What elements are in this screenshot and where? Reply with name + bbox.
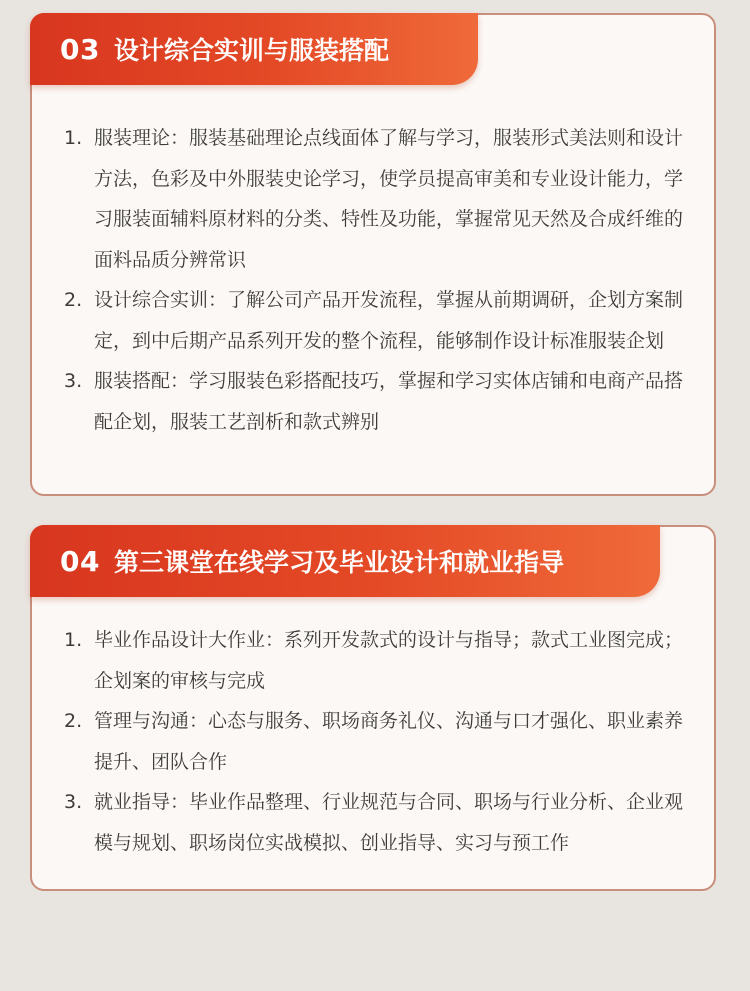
section-card-03: [30, 13, 716, 496]
list-item-text: 就业指导：毕业作品整理、行业规范与合同、职场与行业分析、企业观模与规划、职场岗位实战模拟、创业指导、实习与预工作: [94, 791, 684, 854]
list-item: [64, 118, 684, 280]
list-item-number: 2.: [64, 289, 83, 311]
section-title: 设计综合实训与服装搭配: [113, 36, 389, 65]
section-number: 03: [60, 32, 100, 66]
list-item: [64, 620, 684, 701]
list-item-number: 1.: [64, 127, 83, 149]
section-number: 04: [60, 544, 100, 578]
section-list-03: [64, 118, 684, 442]
list-item-number: 2.: [64, 710, 83, 732]
list-item-number: 1.: [64, 629, 83, 651]
list-item: [64, 280, 684, 361]
section-card-04: [30, 525, 716, 891]
list-item: [64, 782, 684, 863]
list-item-text: 设计综合实训：了解公司产品开发流程，掌握从前期调研，企划方案制定，到中后期产品系列开发的整个流程，能够制作设计标准服装企划: [94, 289, 684, 352]
section-banner-03: [30, 13, 478, 85]
section-title: 第三课堂在线学习及毕业设计和就业指导: [113, 548, 564, 577]
list-item-number: 3.: [64, 791, 83, 813]
list-item-number: 3.: [64, 370, 83, 392]
list-item-text: 管理与沟通：心态与服务、职场商务礼仪、沟通与口才强化、职业素养提升、团队合作: [94, 710, 684, 773]
list-item-text: 服装理论：服装基础理论点线面体了解与学习，服装形式美法则和设计方法，色彩及中外服装史论学习，使学员提高审美和专业设计能力，学习服装面辅料原材料的分类、特性及功能，掌握常见天然及合成纤维的面料品质分辨常识: [94, 127, 684, 271]
section-banner-04: [30, 525, 660, 597]
section-list-04: [64, 620, 684, 863]
list-item-text: 毕业作品设计大作业：系列开发款式的设计与指导；款式工业图完成；企划案的审核与完成: [94, 629, 684, 692]
list-item: [64, 361, 684, 442]
list-item: [64, 701, 684, 782]
list-item-text: 服装搭配：学习服装色彩搭配技巧，掌握和学习实体店铺和电商产品搭配企划，服装工艺剖析和款式辨别: [94, 370, 684, 433]
